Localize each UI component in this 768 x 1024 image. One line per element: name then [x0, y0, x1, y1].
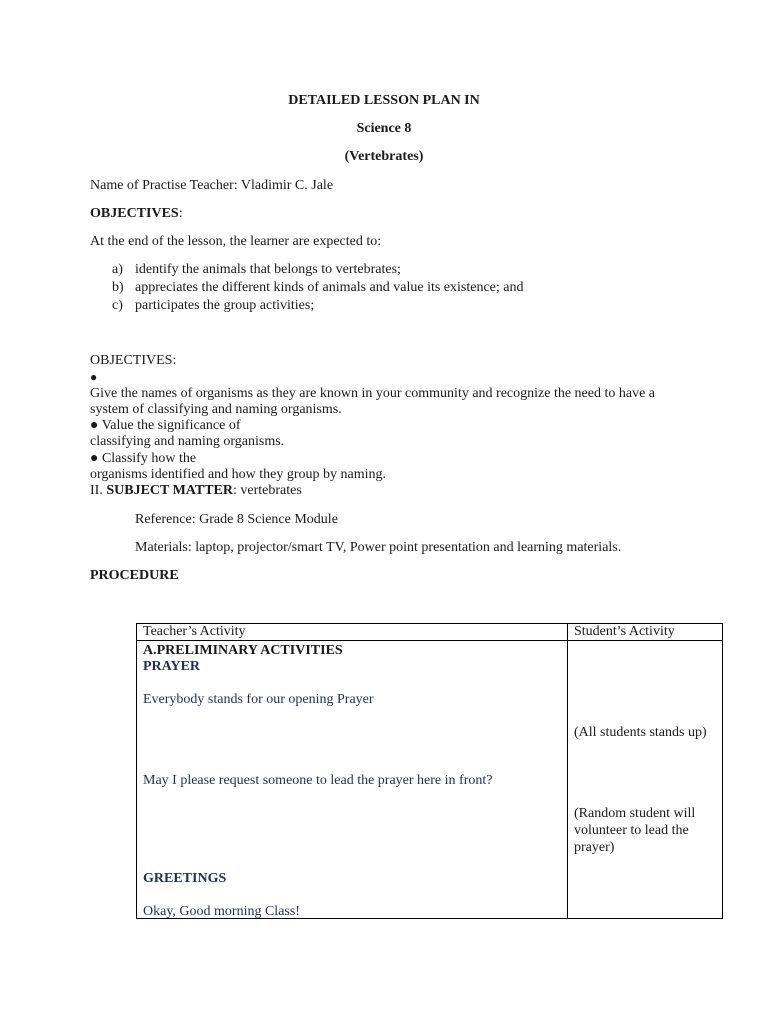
teacher-activity-cell	[137, 641, 568, 919]
request-line: May I please request someone to lead the prayer here in front?	[143, 773, 493, 788]
reference-line: Reference: Grade 8 Science Module	[135, 512, 338, 527]
objectives-intro: At the end of the lesson, the learner are expected to:	[90, 234, 382, 249]
objectives2-line: ● Classify how the	[90, 451, 197, 466]
title-line-1: DETAILED LESSON PLAN IN	[288, 93, 480, 108]
objective-item: participates the group activities;	[135, 298, 315, 313]
subject-matter-line	[90, 483, 302, 499]
student-response: volunteer to lead the	[574, 823, 689, 838]
teacher-activity-header-text: Teacher’s Activity	[143, 624, 246, 639]
student-activity-header	[568, 624, 723, 641]
table-row	[137, 641, 723, 919]
student-response: (All students stands up)	[574, 725, 707, 740]
objectives-heading-colon: :	[178, 206, 183, 221]
student-activity-header-text: Student’s Activity	[574, 624, 675, 639]
objective-item: identify the animals that belongs to vertebrates;	[135, 262, 401, 277]
procedure-table	[136, 623, 723, 919]
objective-marker: a)	[112, 262, 123, 277]
procedure-heading: PROCEDURE	[90, 568, 179, 583]
preliminary-activities-heading: A.PRELIMINARY ACTIVITIES	[143, 643, 343, 658]
greetings-heading: GREETINGS	[143, 871, 227, 886]
title-line-3: (Vertebrates)	[344, 149, 424, 164]
greetings-line: Okay, Good morning Class!	[143, 904, 300, 919]
objective-marker: b)	[112, 280, 124, 295]
objectives2-line: ● Value the significance of	[90, 418, 241, 433]
objectives-heading	[90, 206, 183, 222]
teacher-activity-header	[137, 624, 568, 641]
teacher-name-line: Name of Practise Teacher: Vladimir C. Jale	[90, 178, 334, 193]
student-activity-cell	[568, 641, 723, 919]
subject-matter-prefix: II.	[90, 483, 107, 498]
prayer-line: Everybody stands for our opening Prayer	[143, 692, 374, 707]
bullet-icon: ●	[90, 370, 98, 384]
objectives2-line: Give the names of organisms as they are known in your community and recognize the need to have a	[90, 386, 656, 401]
subject-matter-heading: SUBJECT MATTER	[106, 483, 234, 498]
subject-matter-value: : vertebrates	[233, 483, 302, 498]
objectives-heading-text: OBJECTIVES	[90, 206, 179, 221]
objectives2-line: system of classifying and naming organisms.	[90, 402, 342, 417]
objectives2-line: organisms identified and how they group by naming.	[90, 467, 387, 482]
table-header-row	[137, 624, 723, 641]
title-line-2: Science 8	[356, 121, 412, 136]
objectives2-heading: OBJECTIVES:	[90, 353, 177, 368]
objective-item: appreciates the different kinds of animals and value its existence; and	[135, 280, 524, 295]
student-response: prayer)	[574, 840, 615, 855]
prayer-heading: PRAYER	[143, 659, 201, 674]
objectives2-line: classifying and naming organisms.	[90, 434, 285, 449]
materials-line: Materials: laptop, projector/smart TV, Power point presentation and learning materials.	[135, 540, 622, 555]
objective-marker: c)	[112, 298, 123, 313]
student-response: (Random student will	[574, 806, 696, 821]
